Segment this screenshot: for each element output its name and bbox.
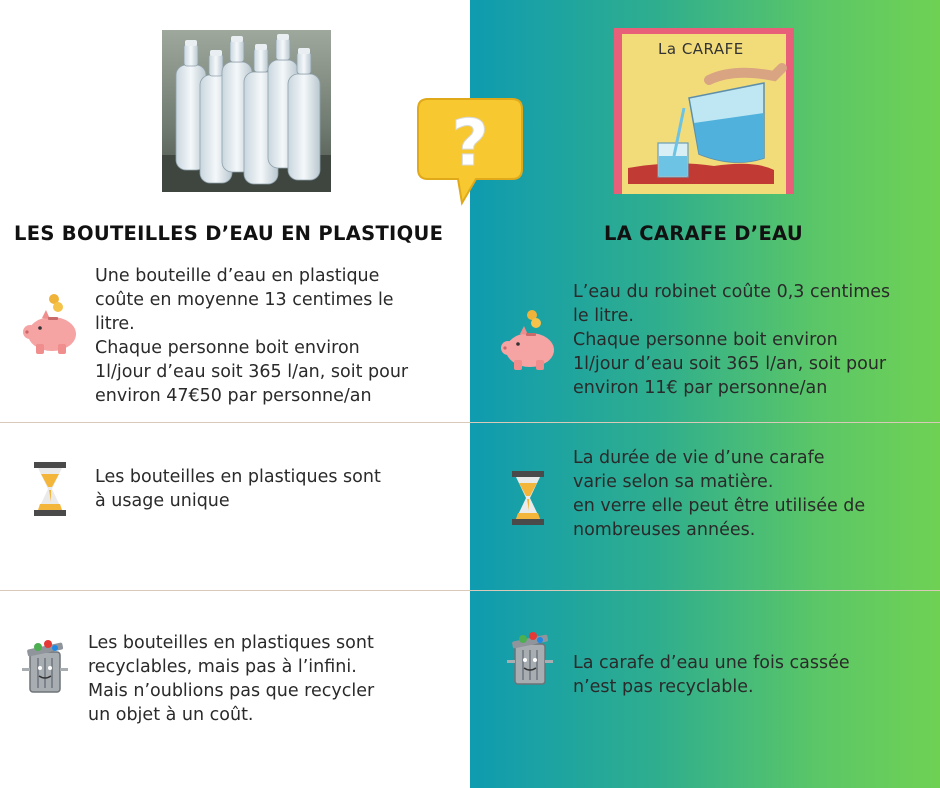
row-divider [0, 590, 940, 591]
hourglass-icon [32, 462, 68, 516]
trash-can-icon [20, 638, 68, 694]
row-divider [0, 422, 940, 423]
right-cost-text: L’eau du robinet coûte 0,3 centimes le litre. Chaque personne boit environ 1l/jour d’eau soit 365 l/an, soit pour environ 11€ par personne/an [573, 282, 891, 398]
piggy-bank-icon [498, 308, 558, 372]
right-title: LA CARAFE D’EAU [604, 222, 803, 245]
right-lifespan-text: La durée de vie d’une carafe varie selon sa matière. en verre elle peut être utilisée de nombreuses années. [573, 448, 866, 540]
svg-text:?: ? [451, 107, 489, 181]
question-mark-icon [414, 95, 526, 207]
plastic-bottles-image [162, 30, 331, 192]
left-cost-text: Une bouteille d’eau en plastique coûte en moyenne 13 centimes le litre. Chaque personne boit environ 1l/jour d’eau soit 365 l/an, soit pour environ 47€50 par personne/an [95, 266, 409, 406]
right-recycle-text: La carafe d’eau une fois cassée n’est pas recyclable. [573, 653, 850, 697]
trash-can-icon [505, 630, 553, 686]
carafe-image-caption: La CARAFE [658, 40, 744, 58]
hourglass-icon [510, 471, 546, 525]
plastic-bottles-illustration [162, 30, 331, 192]
left-recycle-text: Les bouteilles en plastiques sont recyclables, mais pas à l’infini. Mais n’oublions pas que recycler un objet à un coût. [88, 633, 375, 725]
piggy-bank-icon [20, 292, 80, 356]
left-usage-text: Les bouteilles en plastiques sont à usage unique [95, 467, 381, 511]
left-title: LES BOUTEILLES D’EAU EN PLASTIQUE [14, 222, 444, 245]
